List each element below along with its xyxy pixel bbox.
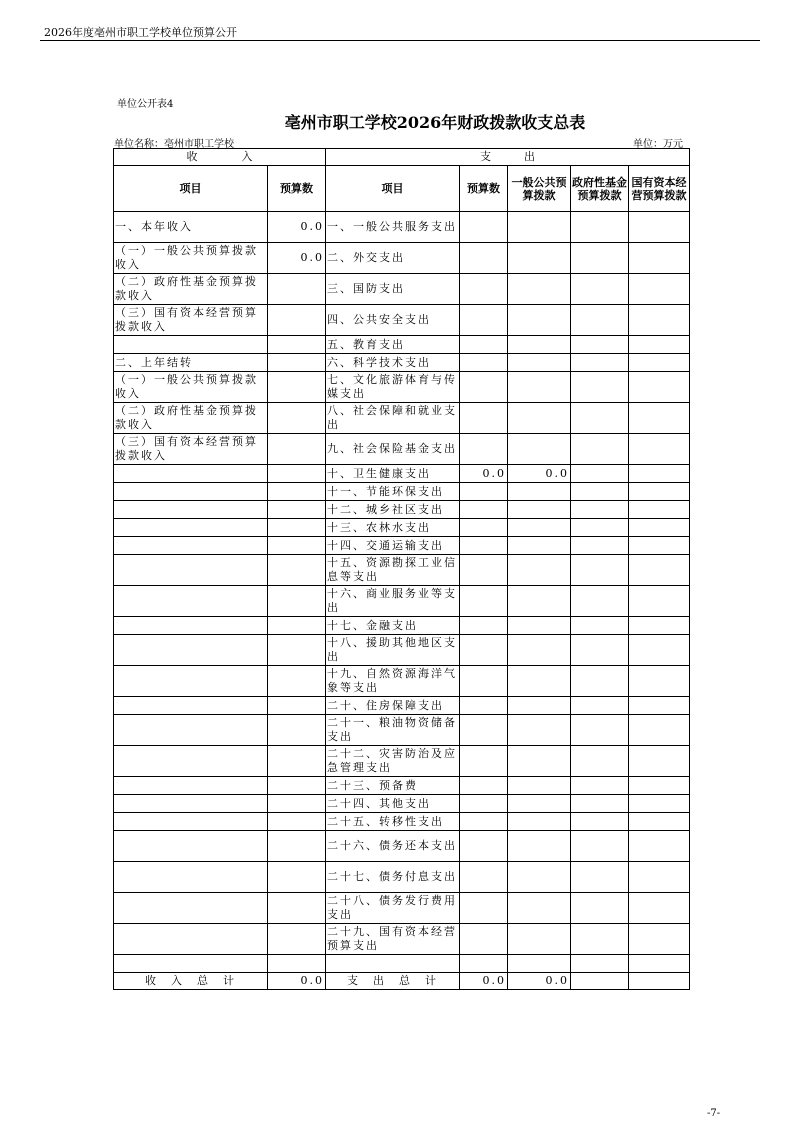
income-item-cell: （三）国有资本经营预算拨款收入	[114, 305, 268, 336]
gov-fund-cell	[571, 586, 629, 617]
gov-fund-total-amount	[571, 973, 629, 990]
expense-item-cell: 十二、城乡社区支出	[326, 501, 460, 519]
expense-item-cell: 二十、住房保障支出	[326, 697, 460, 715]
income-amount-cell	[268, 586, 326, 617]
table-row	[114, 893, 690, 924]
gov-fund-cell	[571, 813, 629, 831]
gov-fund-cell	[571, 924, 629, 955]
income-amount-cell	[268, 519, 326, 537]
income-item-cell	[114, 465, 268, 483]
income-item-cell	[114, 955, 268, 973]
income-item-cell: 二、上年结转	[114, 354, 268, 372]
gov-fund-cell	[571, 893, 629, 924]
header-divider	[40, 40, 760, 41]
income-item-cell: （一）一般公共预算拨款收入	[114, 243, 268, 274]
expense-item-cell: 十九、自然资源海洋气象等支出	[326, 666, 460, 697]
income-item-cell	[114, 746, 268, 777]
gov-fund-cell	[571, 465, 629, 483]
table-row	[114, 336, 690, 354]
expense-amount-cell	[460, 777, 508, 795]
unit-name: 单位名称：亳州市职工学校	[114, 139, 234, 150]
expense-item-cell: 二十四、其他支出	[326, 795, 460, 813]
expense-item-cell: 二十一、粮油物资储备支出	[326, 715, 460, 746]
section-header-row	[114, 149, 690, 166]
expense-item-cell: 一、一般公共服务支出	[326, 212, 460, 243]
expense-amount-cell	[460, 483, 508, 501]
state-capital-cell	[629, 831, 690, 862]
general-budget-cell: 0.0	[508, 465, 571, 483]
income-amount-cell	[268, 434, 326, 465]
state-capital-cell	[629, 617, 690, 635]
income-amount-cell	[268, 813, 326, 831]
income-item-cell	[114, 893, 268, 924]
table-row	[114, 483, 690, 501]
general-budget-cell	[508, 434, 571, 465]
income-amount-cell	[268, 777, 326, 795]
gov-fund-cell	[571, 777, 629, 795]
table-row	[114, 372, 690, 403]
income-amount-cell	[268, 501, 326, 519]
state-capital-cell	[629, 537, 690, 555]
table-row	[114, 617, 690, 635]
col-header-expense-budget: 预算数	[460, 166, 508, 212]
income-item-cell	[114, 831, 268, 862]
income-amount-cell	[268, 555, 326, 586]
expense-amount-cell	[460, 746, 508, 777]
table-row	[114, 519, 690, 537]
table-row	[114, 354, 690, 372]
income-total-amount: 0.0	[268, 973, 326, 990]
expense-item-cell: 五、教育支出	[326, 336, 460, 354]
gov-fund-cell	[571, 354, 629, 372]
col-header-state-capital: 国有资本经营预算拨款	[629, 166, 690, 212]
expense-amount-cell	[460, 537, 508, 555]
gov-fund-cell	[571, 519, 629, 537]
income-amount-cell	[268, 372, 326, 403]
income-amount-cell	[268, 831, 326, 862]
income-amount-cell	[268, 305, 326, 336]
state-capital-cell	[629, 243, 690, 274]
general-budget-cell	[508, 372, 571, 403]
income-item-cell	[114, 555, 268, 586]
expense-amount-cell	[460, 697, 508, 715]
income-amount-cell: 0.0	[268, 243, 326, 274]
expense-item-cell	[326, 955, 460, 973]
expense-amount-cell	[460, 305, 508, 336]
table-row	[114, 434, 690, 465]
table-row	[114, 635, 690, 666]
general-budget-cell	[508, 666, 571, 697]
state-capital-total-amount	[629, 973, 690, 990]
table-row	[114, 777, 690, 795]
general-budget-cell	[508, 924, 571, 955]
state-capital-cell	[629, 777, 690, 795]
table-row	[114, 955, 690, 973]
income-item-cell	[114, 537, 268, 555]
gov-fund-cell	[571, 795, 629, 813]
state-capital-cell	[629, 483, 690, 501]
state-capital-cell	[629, 586, 690, 617]
income-item-cell: （二）政府性基金预算拨款收入	[114, 274, 268, 305]
gov-fund-cell	[571, 243, 629, 274]
expense-total-label: 支 出 总 计	[326, 973, 460, 990]
income-amount-cell	[268, 336, 326, 354]
expense-amount-cell	[460, 336, 508, 354]
expense-amount-cell: 0.0	[460, 465, 508, 483]
currency-unit: 单位：万元	[633, 139, 683, 150]
col-header-income-item: 项目	[114, 166, 268, 212]
state-capital-cell	[629, 924, 690, 955]
expense-item-cell: 十八、援助其他地区支出	[326, 635, 460, 666]
income-amount-cell	[268, 617, 326, 635]
general-budget-cell	[508, 537, 571, 555]
expense-section-header: 支 出	[326, 149, 690, 166]
table-row	[114, 212, 690, 243]
table-row	[114, 243, 690, 274]
expense-amount-cell	[460, 555, 508, 586]
gov-fund-cell	[571, 483, 629, 501]
income-item-cell	[114, 777, 268, 795]
income-item-cell	[114, 862, 268, 893]
state-capital-cell	[629, 795, 690, 813]
expense-item-cell: 二十六、债务还本支出	[326, 831, 460, 862]
general-budget-cell	[508, 697, 571, 715]
income-amount-cell	[268, 537, 326, 555]
income-amount-cell	[268, 403, 326, 434]
expense-amount-cell	[460, 893, 508, 924]
general-budget-cell	[508, 501, 571, 519]
document-header: 2026年度亳州市职工学校单位预算公开	[44, 26, 237, 39]
income-item-cell	[114, 635, 268, 666]
table-row	[114, 813, 690, 831]
col-header-income-budget: 预算数	[268, 166, 326, 212]
gov-fund-cell	[571, 746, 629, 777]
general-budget-cell	[508, 893, 571, 924]
col-header-general-budget: 一般公共预算拨款	[508, 166, 571, 212]
table-row	[114, 746, 690, 777]
expense-item-cell: 十五、资源勘探工业信息等支出	[326, 555, 460, 586]
expense-item-cell: 二十三、预备费	[326, 777, 460, 795]
state-capital-cell	[629, 519, 690, 537]
income-amount-cell	[268, 697, 326, 715]
general-budget-cell	[508, 795, 571, 813]
expense-item-cell: 二十七、债务付息支出	[326, 862, 460, 893]
state-capital-cell	[629, 403, 690, 434]
state-capital-cell	[629, 501, 690, 519]
state-capital-cell	[629, 746, 690, 777]
expense-item-cell: 二十九、国有资本经营预算支出	[326, 924, 460, 955]
state-capital-cell	[629, 715, 690, 746]
expense-amount-cell	[460, 212, 508, 243]
gov-fund-cell	[571, 555, 629, 586]
gov-fund-cell	[571, 862, 629, 893]
gov-fund-cell	[571, 372, 629, 403]
income-amount-cell	[268, 483, 326, 501]
gov-fund-cell	[571, 537, 629, 555]
expense-item-cell: 三、国防支出	[326, 274, 460, 305]
general-budget-cell	[508, 746, 571, 777]
general-budget-cell	[508, 555, 571, 586]
gov-fund-cell	[571, 635, 629, 666]
expense-total-amount: 0.0	[460, 973, 508, 990]
general-budget-cell	[508, 617, 571, 635]
income-item-cell	[114, 924, 268, 955]
income-total-label: 收 入 总 计	[114, 973, 268, 990]
expense-amount-cell	[460, 434, 508, 465]
general-budget-cell	[508, 862, 571, 893]
state-capital-cell	[629, 555, 690, 586]
expense-amount-cell	[460, 617, 508, 635]
state-capital-cell	[629, 354, 690, 372]
gov-fund-cell	[571, 305, 629, 336]
general-budget-cell	[508, 305, 571, 336]
expense-amount-cell	[460, 403, 508, 434]
expense-amount-cell	[460, 924, 508, 955]
page-number: -7-	[707, 1108, 721, 1119]
expense-item-cell: 六、科学技术支出	[326, 354, 460, 372]
gov-fund-cell	[571, 274, 629, 305]
expense-amount-cell	[460, 519, 508, 537]
gov-fund-cell	[571, 831, 629, 862]
general-budget-cell	[508, 403, 571, 434]
gov-fund-cell	[571, 212, 629, 243]
table-row	[114, 831, 690, 862]
income-amount-cell	[268, 465, 326, 483]
expense-amount-cell	[460, 795, 508, 813]
expense-amount-cell	[460, 666, 508, 697]
table-row	[114, 537, 690, 555]
general-budget-cell	[508, 519, 571, 537]
table-row	[114, 666, 690, 697]
general-budget-cell	[508, 212, 571, 243]
general-budget-cell	[508, 777, 571, 795]
expense-amount-cell	[460, 831, 508, 862]
table-row	[114, 465, 690, 483]
income-amount-cell	[268, 955, 326, 973]
table-row	[114, 586, 690, 617]
gov-fund-cell	[571, 501, 629, 519]
table-row	[114, 924, 690, 955]
income-amount-cell	[268, 635, 326, 666]
expense-item-cell: 二十八、债务发行费用支出	[326, 893, 460, 924]
expense-item-cell: 十七、金融支出	[326, 617, 460, 635]
general-budget-cell	[508, 955, 571, 973]
table-row	[114, 501, 690, 519]
table-row	[114, 862, 690, 893]
income-item-cell	[114, 813, 268, 831]
expense-item-cell: 十三、农林水支出	[326, 519, 460, 537]
table-row	[114, 403, 690, 434]
income-item-cell	[114, 666, 268, 697]
expense-amount-cell	[460, 586, 508, 617]
income-item-cell	[114, 715, 268, 746]
income-item-cell	[114, 519, 268, 537]
income-amount-cell	[268, 862, 326, 893]
income-item-cell	[114, 501, 268, 519]
state-capital-cell	[629, 465, 690, 483]
totals-row	[114, 973, 690, 990]
income-item-cell: （一）一般公共预算拨款收入	[114, 372, 268, 403]
income-amount-cell	[268, 666, 326, 697]
state-capital-cell	[629, 955, 690, 973]
table-row	[114, 305, 690, 336]
income-item-cell	[114, 483, 268, 501]
col-header-expense-item: 项目	[326, 166, 460, 212]
state-capital-cell	[629, 274, 690, 305]
expense-item-cell: 二、外交支出	[326, 243, 460, 274]
column-header-row	[114, 166, 690, 212]
expense-amount-cell	[460, 354, 508, 372]
income-item-cell: （三）国有资本经营预算拨款收入	[114, 434, 268, 465]
state-capital-cell	[629, 212, 690, 243]
expense-item-cell: 二十五、转移性支出	[326, 813, 460, 831]
general-budget-cell	[508, 715, 571, 746]
expense-item-cell: 二十二、灾害防治及应急管理支出	[326, 746, 460, 777]
state-capital-cell	[629, 893, 690, 924]
state-capital-cell	[629, 336, 690, 354]
gov-fund-cell	[571, 434, 629, 465]
general-budget-cell	[508, 336, 571, 354]
income-item-cell	[114, 697, 268, 715]
income-item-cell: 一、本年收入	[114, 212, 268, 243]
expense-amount-cell	[460, 635, 508, 666]
state-capital-cell	[629, 635, 690, 666]
income-item-cell	[114, 336, 268, 354]
state-capital-cell	[629, 372, 690, 403]
gov-fund-cell	[571, 715, 629, 746]
general-budget-cell	[508, 635, 571, 666]
income-item-cell: （二）政府性基金预算拨款收入	[114, 403, 268, 434]
table-row	[114, 274, 690, 305]
expense-amount-cell	[460, 813, 508, 831]
expense-item-cell: 十一、节能环保支出	[326, 483, 460, 501]
table-number: 单位公开表4	[117, 99, 174, 110]
table-row	[114, 715, 690, 746]
general-budget-cell	[508, 831, 571, 862]
income-amount-cell	[268, 746, 326, 777]
gov-fund-cell	[571, 666, 629, 697]
gov-fund-cell	[571, 617, 629, 635]
general-budget-cell	[508, 813, 571, 831]
state-capital-cell	[629, 697, 690, 715]
state-capital-cell	[629, 305, 690, 336]
expense-amount-cell	[460, 862, 508, 893]
table-row	[114, 697, 690, 715]
income-item-cell	[114, 617, 268, 635]
state-capital-cell	[629, 434, 690, 465]
expense-item-cell: 十、卫生健康支出	[326, 465, 460, 483]
income-amount-cell: 0.0	[268, 212, 326, 243]
income-item-cell	[114, 586, 268, 617]
expense-amount-cell	[460, 501, 508, 519]
income-amount-cell	[268, 893, 326, 924]
gov-fund-cell	[571, 336, 629, 354]
expense-amount-cell	[460, 243, 508, 274]
state-capital-cell	[629, 813, 690, 831]
income-amount-cell	[268, 274, 326, 305]
expense-item-cell: 九、社会保险基金支出	[326, 434, 460, 465]
general-budget-cell	[508, 483, 571, 501]
expense-amount-cell	[460, 372, 508, 403]
expense-item-cell: 十六、商业服务业等支出	[326, 586, 460, 617]
gov-fund-cell	[571, 697, 629, 715]
expense-item-cell: 七、文化旅游体育与传媒支出	[326, 372, 460, 403]
gov-fund-cell	[571, 955, 629, 973]
general-budget-cell	[508, 354, 571, 372]
table-row	[114, 555, 690, 586]
expense-item-cell: 八、社会保障和就业支出	[326, 403, 460, 434]
table-row	[114, 795, 690, 813]
col-header-gov-fund: 政府性基金预算拨款	[571, 166, 629, 212]
income-amount-cell	[268, 795, 326, 813]
expense-amount-cell	[460, 715, 508, 746]
expense-item-cell: 四、公共安全支出	[326, 305, 460, 336]
income-amount-cell	[268, 924, 326, 955]
general-budget-cell	[508, 274, 571, 305]
general-budget-cell	[508, 586, 571, 617]
state-capital-cell	[629, 862, 690, 893]
general-total-amount: 0.0	[508, 973, 571, 990]
expense-item-cell: 十四、交通运输支出	[326, 537, 460, 555]
budget-table	[113, 148, 690, 990]
general-budget-cell	[508, 243, 571, 274]
gov-fund-cell	[571, 403, 629, 434]
income-amount-cell	[268, 715, 326, 746]
page-title: 亳州市职工学校2026年财政拨款收支总表	[284, 113, 586, 132]
income-amount-cell	[268, 354, 326, 372]
state-capital-cell	[629, 666, 690, 697]
income-item-cell	[114, 795, 268, 813]
expense-amount-cell	[460, 274, 508, 305]
expense-amount-cell	[460, 955, 508, 973]
income-section-header: 收 入	[114, 149, 326, 166]
